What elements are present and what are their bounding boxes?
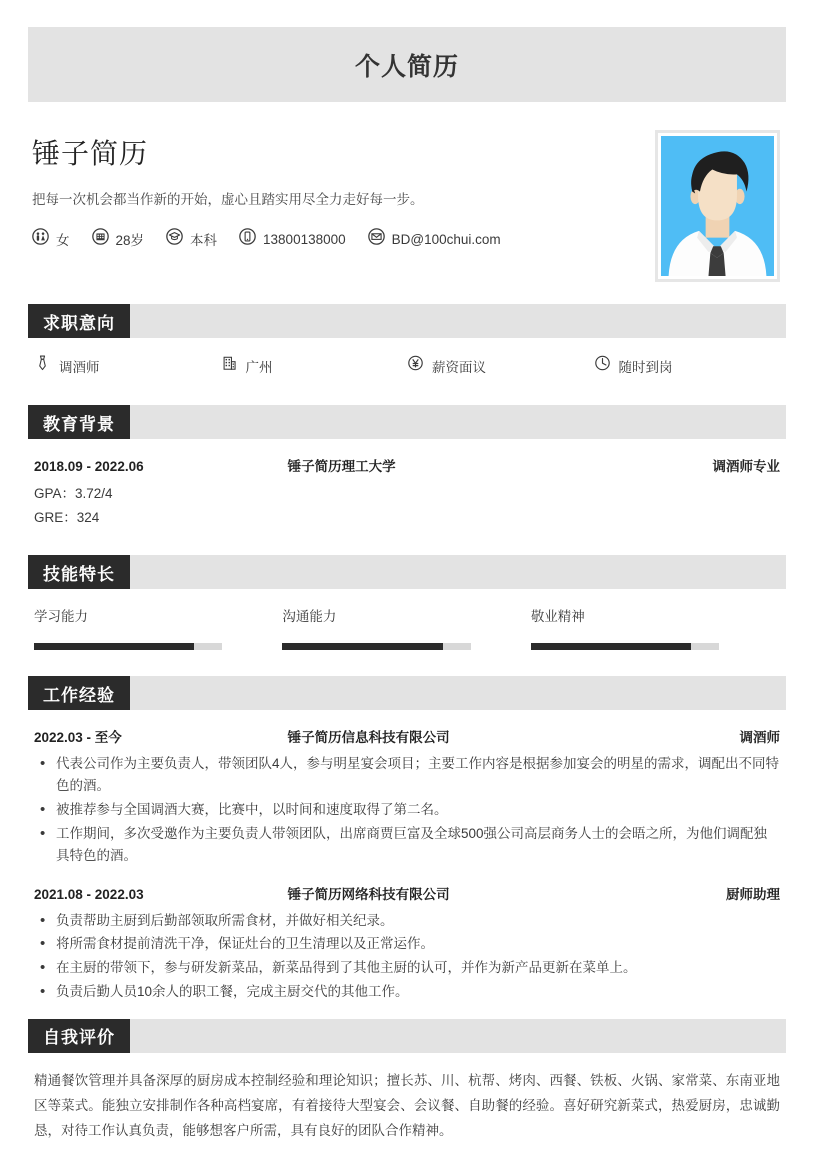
meta-value-education: 本科 (190, 233, 218, 248)
work-company: 锤子简历信息科技有限公司 (287, 730, 450, 746)
skill-item (531, 605, 779, 650)
phone-icon (239, 228, 256, 250)
meta-value-age: 28岁 (115, 233, 145, 248)
section-work-experience (28, 676, 786, 1003)
section-title-skills: 技能特长 (28, 555, 130, 589)
job-intention-row (28, 354, 786, 377)
resume-title-banner (28, 27, 786, 102)
education-details (28, 482, 786, 529)
section-title-education: 教育背景 (28, 405, 130, 439)
education-entry-header (28, 455, 786, 475)
candidate-name: 锤子简历 (32, 138, 149, 169)
intent-item-availability (594, 354, 781, 377)
section-header-work-experience (28, 676, 786, 710)
section-title-self-evaluation: 自我评价 (28, 1019, 130, 1053)
section-skills (28, 555, 786, 650)
skills-row (28, 605, 786, 650)
yen-icon (407, 354, 424, 377)
section-title-job-intention: 求职意向 (28, 304, 130, 338)
work-entry-header (28, 883, 786, 903)
section-job-intention (28, 304, 786, 377)
skill-progress-track (34, 643, 222, 650)
tie-icon (34, 354, 51, 377)
education-detail-gpa: GPA：3.72/4 (34, 486, 113, 501)
avatar (655, 130, 780, 282)
section-header-job-intention (28, 304, 786, 338)
work-bullet: • 将所需食材提前清洗干净，保证灶台的卫生清理以及正常运作。 (38, 933, 780, 955)
work-role: 厨师助理 (725, 886, 780, 902)
work-bullet-list (28, 910, 786, 1003)
skill-label: 沟通能力 (282, 609, 337, 625)
work-bullet: • 负责帮助主厨到后勤部领取所需食材，并做好相关纪录。 (38, 910, 780, 932)
work-company: 锤子简历网络科技有限公司 (287, 886, 450, 902)
intent-value-availability: 随时到岗 (618, 359, 673, 375)
skill-progress-fill (282, 643, 442, 650)
section-self-evaluation (28, 1019, 786, 1144)
profile-section (28, 128, 786, 282)
meta-value-email: BD@100chui.com (391, 231, 501, 247)
gender-icon (32, 228, 49, 250)
section-education (28, 405, 786, 529)
personal-motto: 把每一次机会都当作新的开始，虚心且踏实用尽全力走好每一步。 (32, 192, 424, 207)
intent-value-position: 调酒师 (59, 359, 100, 375)
building-icon (221, 354, 238, 377)
work-entry (28, 883, 786, 1003)
meta-item-gender (32, 228, 70, 250)
work-bullet: • 工作期间，多次受邀作为主要负责人带领团队，出席商贾巨富及全球500强公司高层商务人士的会晤之所，为他们调配独具特色的酒。 (38, 823, 780, 867)
skill-label: 敬业精神 (530, 609, 585, 625)
work-bullet: • 在主厨的带领下，参与研发新菜品，新菜品得到了其他主厨的认可，并作为新产品更新在菜单上。 (38, 957, 780, 979)
meta-item-age (92, 228, 145, 250)
contact-meta-row (32, 228, 655, 250)
meta-item-phone (239, 228, 346, 250)
meta-value-gender: 女 (56, 233, 70, 248)
skill-item (34, 605, 282, 650)
skill-label: 学习能力 (34, 609, 88, 625)
work-period: 2021.08 - 2022.03 (34, 886, 144, 902)
skill-progress-track (282, 643, 470, 650)
education-school: 锤子简历理工大学 (287, 459, 396, 474)
skill-progress-fill (531, 643, 691, 650)
work-role: 调酒师 (739, 730, 780, 746)
meta-value-phone: 13800138000 (263, 231, 346, 247)
work-bullet-list (28, 753, 786, 866)
intent-value-city: 广州 (245, 359, 273, 375)
skill-progress-track (531, 643, 719, 650)
section-header-skills (28, 555, 786, 589)
email-icon (368, 228, 385, 250)
intent-value-salary: 薪资面议 (432, 359, 486, 375)
education-cap-icon (166, 228, 183, 250)
intent-item-salary (407, 354, 594, 377)
meta-item-education (166, 228, 217, 250)
birthday-icon (92, 228, 109, 250)
intent-item-position (34, 354, 221, 377)
section-header-self-evaluation (28, 1019, 786, 1053)
work-bullet: • 代表公司作为主要负责人，带领团队4人，参与明星宴会项目；主要工作内容是根据参加宴会的明星的需求，调配出不同特色的酒。 (38, 753, 780, 797)
clock-icon (594, 354, 611, 377)
education-period: 2018.09 - 2022.06 (34, 459, 144, 474)
skill-progress-fill (34, 643, 194, 650)
meta-item-email (368, 228, 501, 250)
page-title: 个人简历 (354, 52, 459, 81)
education-detail-gre: GRE：324 (34, 509, 100, 525)
intent-item-city (221, 354, 408, 377)
education-major: 调酒师专业 (712, 459, 780, 474)
profile-details (32, 128, 655, 250)
work-bullet: • 负责后勤人员10余人的职工餐，完成主厨交代的其他工作。 (38, 981, 780, 1003)
section-header-education (28, 405, 786, 439)
work-entry (28, 726, 786, 866)
self-evaluation-text: 精通餐饮管理并具备深厚的厨房成本控制经验和理论知识；擅长苏、川、杭帮、烤肉、西餐、铁板、火锅、家常菜、东南亚地区等菜式。能独立安排制作各种高档宴席，有着接待大型宴会、会议餐、自助餐的经验。喜好研究新菜式，热爱厨房，忠诚勤恳，对待工作认真负责，能够想客户所需，具有良好的团队合作精神。 (34, 1072, 780, 1138)
work-entry-header (28, 726, 786, 746)
skill-item (282, 605, 530, 650)
work-period: 2022.03 - 至今 (34, 730, 122, 746)
avatar-illustration (661, 136, 774, 276)
work-bullet: • 被推荐参与全国调酒大赛，比赛中，以时间和速度取得了第二名。 (38, 799, 780, 821)
section-title-work-experience: 工作经验 (28, 676, 130, 710)
